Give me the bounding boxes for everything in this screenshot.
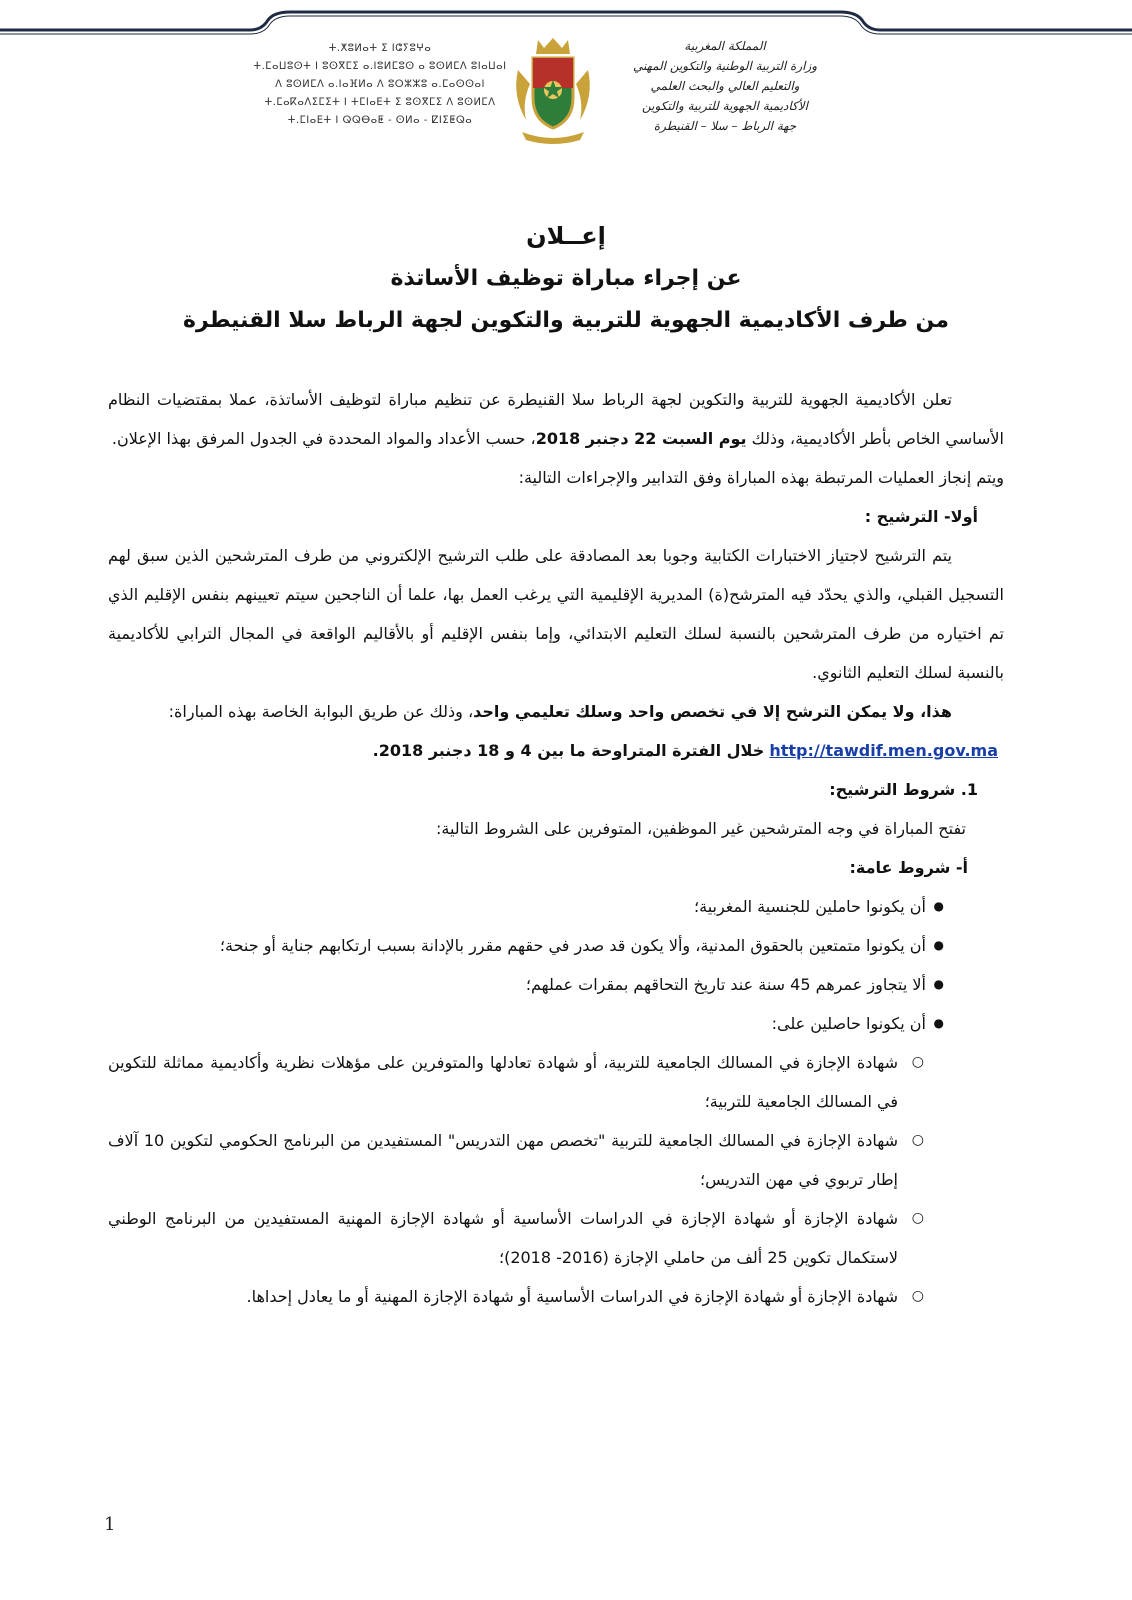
candidacy-paragraph: يتم الترشيح لاجتياز الاختبارات الكتابية وجوبا بعد المصادقة على طلب الترشيح الإلكتروني من طرف المترشحين الذين سبق لهم التسجيل القبلي، والذي يحدّد فيه المترشح(ة) المديرية الإقليمية التي يرغب العمل بها، علما أن الناجحين سيتم تعيينهم بنفس الإقليم الذي تم اختياره من طرف المترشحين بالنسبة لسلك التعليم الابتدائي، وإما بنفس الإقليم أو بالأقاليم الواقعة في المجال الترابي للأكاديمية بالنسبة لسلك التعليم الثانوي. [108,546,1004,682]
tawdif-portal-link[interactable]: http://tawdif.men.gov.ma [769,741,998,760]
amazigh-line: ⵜ.ⵎⴰⴽⴰⴷⵉⵎⵉⵜ ⵏ ⵜⵎⵏⴰⴹⵜ ⵉ ⵓⵙⴳⵎⵉ ⴷ ⵓⵙⵍⵎⴷ [264,97,496,108]
arabic-letterhead-line: وزارة التربية الوطنية والتكوين المهني [632,59,818,73]
amazigh-line: ⵜ.ⵅⵓⵍⴰⵜ ⵉ ⵏⵛⵢⵓⵖⴰ [328,43,432,54]
degree-requirements-list [108,1043,1004,1316]
arabic-letterhead-line: الأكاديمية الجهوية للتربية والتكوين [642,99,808,113]
list-item: ● أن يكونوا حاملين للجنسية المغربية؛ [108,887,1004,926]
title-line-2: عن إجراء مباراة توظيف الأساتذة [390,266,742,291]
single-specialty-paragraph: هذا، ولا يمكن الترشح إلا في تخصص واحد وسلك تعليمي واحد، وذلك عن طريق البوابة الخاصة بهذه المباراة: [168,702,952,721]
arabic-letterhead-line: المملكة المغربية [684,39,766,53]
announcement-title [100,214,1032,342]
section-candidacy-heading: أولا- الترشيح : [864,507,978,526]
title-line-1: إعــلان [526,222,606,250]
arabic-letterhead-line: والتعليم العالي والبحث العلمي [650,79,800,93]
registration-period: http://tawdif.men.gov.ma خلال الفترة المتراوحة ما بين 4 و 18 دجنبر 2018. [372,741,998,760]
coat-of-arms-icon [508,36,598,144]
arabic-letterhead-line: جهة الرباط – سلا – القنيطرة [653,119,797,133]
arabic-letterhead [600,36,850,144]
title-line-3: من طرف الأكاديمية الجهوية للتربية والتكوين لجهة الرباط سلا القنيطرة [183,308,949,333]
conditions-intro: تفتح المباراة في وجه المترشحين غير الموظفين، المتوفرين على الشروط التالية: [436,819,966,838]
page-number: 1 [104,1514,116,1535]
general-conditions-heading: أ- شروط عامة: [849,858,968,877]
header-rule [0,0,1132,40]
list-item: ● ألا يتجاوز عمرهم 45 سنة عند تاريخ التحاقهم بمقرات عملهم؛ [108,965,1004,1004]
exam-date: يوم السبت 22 دجنبر 2018 [535,429,747,448]
list-item: ○ شهادة الإجازة في المسالك الجامعية للتربية، أو شهادة تعادلها والمتوفرين على مؤهلات نظرية وأكاديمية مماثلة للتكوين في المسالك الجامعية للتربية؛ [108,1043,1004,1121]
list-item: ● أن يكونوا حاصلين على: [108,1004,1004,1043]
amazigh-line: ⵜ.ⵎⴰⵡⵓⵙⵜ ⵏ ⵓⵙⴳⵎⵉ ⴰ.ⵏⵓⵍⵎⵓⵙ ⴰ ⵓⵙⵍⵎⴷ ⵓⵏⴰⵡⴰⵏ [253,61,507,72]
list-item: ○ شهادة الإجازة أو شهادة الإجازة في الدراسات الأساسية أو شهادة الإجازة المهنية أو ما يعادل إحداها. [108,1277,1004,1316]
procedures-intro: ويتم إنجاز العمليات المرتبطة بهذه المباراة وفق التدابير والإجراءات التالية: [518,468,1004,487]
list-item: ○ شهادة الإجازة في المسالك الجامعية للتربية "تخصص مهن التدريس" المستفيدين من البرنامج الحكومي لتكوين 10 آلاف إطار تربوي في مهن التدريس؛ [108,1121,1004,1199]
list-item: ● أن يكونوا متمتعين بالحقوق المدنية، وألا يكون قد صدر في حقهم مقرر بالإدانة بسبب ارتكابهم جناية أو جنحة؛ [108,926,1004,965]
intro-paragraph: تعلن الأكاديمية الجهوية للتربية والتكوين لجهة الرباط سلا القنيطرة عن تنظيم مباراة لتوظيف الأساتذة، عملا بمقتضيات النظام الأساسي الخاص بأطر الأكاديمية، وذلك يوم السبت 22 دجنبر 2018، حسب الأعداد والمواد المحددة في الجدول المرفق بهذا الإعلان. [108,390,1004,448]
letterhead [250,36,850,146]
amazigh-line: ⴷ ⵓⵙⵍⵎⴷ ⴰ.ⵏⴰⴼⵍⴰ ⴷ ⵓⵔⵣⵣⵓ ⴰ.ⵎⴰⵙⵙⴰⵏ [275,79,485,90]
amazigh-line: ⵜ.ⵎⵏⴰⴹⵜ ⵏ ⵕⵕⴱⴰⵟ - ⵙⵍⴰ - ⵇⵏⵉⵟⵕⴰ [287,115,473,126]
conditions-heading: 1. شروط الترشيح: [829,780,978,799]
announcement-body [108,380,1004,1316]
amazigh-letterhead [250,40,510,140]
general-conditions-list [108,887,1004,1043]
list-item: ○ شهادة الإجازة أو شهادة الإجازة في الدراسات الأساسية أو شهادة الإجازة المهنية المستفيدين من البرنامج الوطني لاستكمال تكوين 25 ألف من حاملي الإجازة (2016- 2018)؛ [108,1199,1004,1277]
